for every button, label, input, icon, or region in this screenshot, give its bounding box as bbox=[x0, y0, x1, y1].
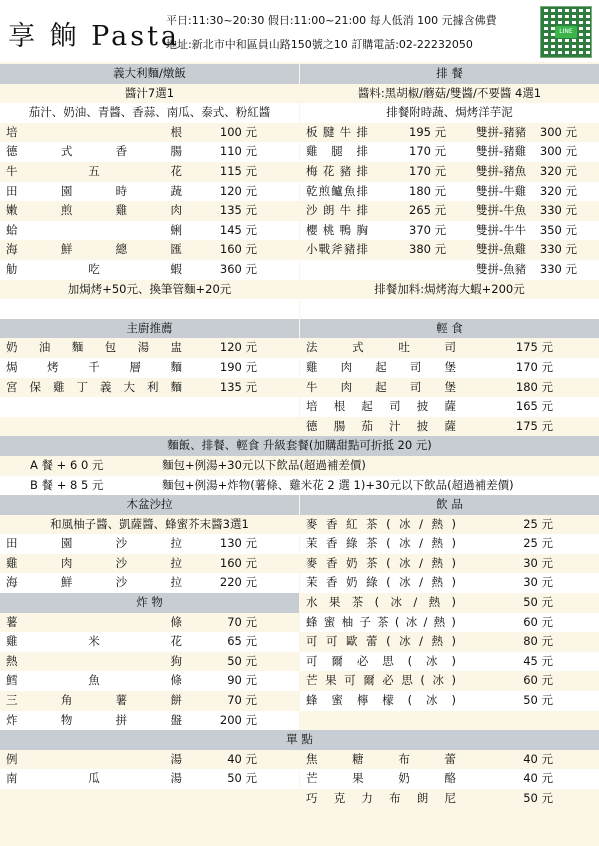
menu-item-name: 焗 烤 千 層 麵 bbox=[6, 359, 182, 374]
menu-item-row bbox=[0, 338, 299, 358]
menu-item-price: 175 元 bbox=[515, 340, 553, 355]
menu-item-name: 可 爾 必 思 ( 冰 ) bbox=[306, 653, 456, 668]
menu-item-price: 60 元 bbox=[523, 673, 553, 688]
menu-item-price: 110 元 bbox=[219, 144, 257, 159]
menu-item-row bbox=[0, 142, 299, 162]
menu-item-row bbox=[300, 338, 599, 358]
menu-item-row bbox=[300, 417, 599, 437]
combo-price: 300 元 bbox=[539, 124, 577, 139]
combo-price: 320 元 bbox=[539, 183, 577, 198]
menu-item-name: 水 果 茶 ( 冰 / 熱 ) bbox=[306, 595, 456, 610]
steak-name: 板 腱 牛 排 bbox=[306, 124, 368, 139]
menu-item-price: 220 元 bbox=[219, 575, 257, 590]
section-heading: 飲 品 bbox=[300, 495, 599, 515]
combo-price: 350 元 bbox=[539, 222, 577, 237]
menu-item-name: 芒 果 可 爾 必 思 ( 冰 ) bbox=[306, 673, 456, 688]
menu-item-name: 雞 肉 沙 拉 bbox=[6, 555, 182, 570]
blank-row bbox=[0, 299, 299, 319]
steak-price: 380 元 bbox=[409, 242, 447, 257]
opening-hours: 平日:11:30~20:30 假日:11:00~21:00 每人低消 100 元據含佛費 bbox=[166, 14, 497, 27]
menu-item-row bbox=[0, 162, 299, 182]
menu-item-name: 麥 香 紅 茶 ( 冰 / 熱 ) bbox=[306, 516, 456, 531]
upgrade-note: 麵飯、排餐、輕食 升級套餐(加購甜點可折抵 20 元) bbox=[167, 438, 432, 453]
combo-name: 雙拼-牛牛 bbox=[476, 222, 527, 237]
menu-item-row bbox=[300, 534, 599, 554]
menu-item-row bbox=[0, 221, 299, 241]
menu-item-row bbox=[0, 554, 299, 574]
menu-item-name: 炸 物 拼 盤 bbox=[6, 712, 182, 727]
set-a-row bbox=[0, 456, 599, 476]
menu-item-name: 宮 保 雞 丁 義 大 利 麵 bbox=[6, 379, 182, 394]
restaurant-logo: 享 餉 Pasta bbox=[8, 21, 181, 52]
menu-item-row bbox=[300, 769, 599, 789]
section-heading: 醬料:黑胡椒/蘑菇/雙醬/不要醬 4選1 bbox=[300, 84, 599, 104]
set-b-row bbox=[0, 476, 599, 496]
blank-row bbox=[0, 397, 299, 417]
menu-header bbox=[0, 0, 599, 62]
dessert-heading-row bbox=[0, 730, 599, 750]
menu-item-name: 茉 香 綠 茶 ( 冰 / 熱 ) bbox=[306, 536, 456, 551]
menu-item-name: 芒 果 奶 酪 bbox=[306, 771, 456, 786]
menu-item-price: 130 元 bbox=[219, 536, 257, 551]
menu-item-price: 50 元 bbox=[227, 771, 257, 786]
menu-item-price: 80 元 bbox=[523, 634, 553, 649]
combo-price: 330 元 bbox=[539, 242, 577, 257]
steak-row bbox=[300, 260, 599, 280]
steak-name: 梅 花 豬 排 bbox=[306, 163, 368, 178]
steak-price: 195 元 bbox=[409, 124, 447, 139]
menu-item-price: 165 元 bbox=[515, 399, 553, 414]
section-heading: 和風柚子醬、凱薩醬、蜂蜜芥末醬3選1 bbox=[0, 515, 299, 535]
steak-row bbox=[300, 182, 599, 202]
steak-row bbox=[300, 123, 599, 143]
menu-item-price: 50 元 bbox=[523, 693, 553, 707]
menu-item-row bbox=[0, 240, 299, 260]
menu-item-name: 蛤 蜊 bbox=[6, 222, 182, 237]
upgrade-row bbox=[0, 436, 599, 456]
menu-item-row bbox=[300, 691, 599, 711]
menu-item-price: 175 元 bbox=[515, 418, 553, 433]
menu-item-price: 70 元 bbox=[227, 614, 257, 629]
menu-item-row bbox=[0, 260, 299, 280]
menu-item-price: 145 元 bbox=[219, 222, 257, 237]
menu-item-row bbox=[300, 613, 599, 633]
qr-line-label: LINE bbox=[555, 26, 577, 38]
menu-item-price: 120 元 bbox=[219, 340, 257, 355]
steak-row bbox=[300, 201, 599, 221]
section-heading: 排餐加料:焗烤海大蝦+200元 bbox=[300, 280, 599, 300]
steak-name: 乾 煎 鱸 魚 排 bbox=[306, 183, 368, 198]
steak-row bbox=[300, 142, 599, 162]
menu-item-name: 德 式 香 腸 bbox=[6, 144, 182, 159]
menu-item-row bbox=[0, 691, 299, 711]
section-heading: 主廚推薦 bbox=[0, 319, 299, 339]
menu-item-row bbox=[300, 750, 599, 770]
steak-price: 180 元 bbox=[409, 183, 447, 198]
menu-item-row bbox=[0, 613, 299, 633]
combo-name: 雙拼-豬豬 bbox=[476, 124, 527, 139]
menu-item-row bbox=[300, 397, 599, 417]
menu-item-row bbox=[300, 358, 599, 378]
menu-item-price: 30 元 bbox=[523, 555, 553, 570]
menu-item-price: 160 元 bbox=[219, 555, 257, 570]
menu-item-row bbox=[0, 201, 299, 221]
menu-item-name: 鱈 魚 條 bbox=[6, 673, 182, 688]
menu-item-name: 德 腸 茄 汁 披 薩 bbox=[306, 418, 456, 433]
menu-item-row bbox=[0, 378, 299, 398]
menu-item-price: 180 元 bbox=[515, 379, 553, 394]
address-phone: 地址:新北市中和區員山路150號之10 訂購電話:02-22232050 bbox=[166, 38, 473, 51]
menu-item-name: 觔 吃 蝦 bbox=[6, 261, 182, 276]
steak-row bbox=[300, 221, 599, 241]
menu-item-name: 南 瓜 湯 bbox=[6, 771, 182, 786]
menu-item-row bbox=[0, 769, 299, 789]
menu-item-row bbox=[0, 123, 299, 143]
menu-item-price: 135 元 bbox=[219, 203, 257, 218]
section-heading: 輕 食 bbox=[300, 319, 599, 339]
menu-item-price: 50 元 bbox=[523, 790, 553, 805]
menu-item-row bbox=[0, 652, 299, 672]
line-qr-code-icon[interactable] bbox=[540, 6, 592, 58]
set-a-label: A 餐 + 6 0 元 bbox=[30, 458, 104, 472]
menu-item-row bbox=[300, 652, 599, 672]
menu-item-price: 30 元 bbox=[523, 575, 553, 590]
combo-price: 300 元 bbox=[539, 144, 577, 159]
combo-name: 雙拼-魚豬 bbox=[476, 261, 527, 276]
menu-item-row bbox=[300, 789, 599, 809]
menu-item-name: 雞 米 花 bbox=[6, 634, 182, 649]
section-heading: 醬汁7選1 bbox=[0, 84, 299, 104]
combo-name: 雙拼-魚雞 bbox=[476, 242, 527, 257]
menu-item-row bbox=[0, 750, 299, 770]
menu-item-row bbox=[0, 573, 299, 593]
menu-item-row bbox=[0, 182, 299, 202]
menu-item-row bbox=[300, 671, 599, 691]
menu-item-row bbox=[0, 711, 299, 731]
menu-item-price: 115 元 bbox=[219, 163, 257, 178]
section-heading: 炸 物 bbox=[0, 593, 299, 613]
menu-item-name: 法 式 吐 司 bbox=[306, 340, 456, 355]
combo-name: 雙拼-豬雞 bbox=[476, 144, 527, 159]
menu-item-row bbox=[0, 632, 299, 652]
menu-item-name: 海 鮮 沙 拉 bbox=[6, 575, 182, 590]
blank-row bbox=[300, 711, 599, 731]
menu-item-price: 25 元 bbox=[523, 516, 553, 531]
menu-item-price: 45 元 bbox=[523, 653, 553, 668]
combo-name: 雙拼-牛雞 bbox=[476, 183, 527, 198]
menu-item-name: 熱 狗 bbox=[6, 653, 182, 668]
menu-item-name: 田 園 沙 拉 bbox=[6, 536, 182, 551]
menu-item-price: 100 元 bbox=[219, 124, 257, 139]
menu-item-name: 麥 香 奶 茶 ( 冰 / 熱 ) bbox=[306, 555, 456, 570]
menu-item-price: 50 元 bbox=[523, 595, 553, 610]
menu-item-price: 40 元 bbox=[227, 751, 257, 766]
menu-item-row bbox=[0, 358, 299, 378]
menu-item-price: 60 元 bbox=[523, 614, 553, 629]
section-heading: 排餐附時蔬、焗烤洋芋泥 bbox=[300, 103, 599, 123]
menu-item-name: 培 根 起 司 披 薩 bbox=[306, 399, 456, 414]
blank-row bbox=[0, 417, 299, 437]
steak-price: 170 元 bbox=[409, 163, 447, 178]
menu-item-name: 巧 克 力 布 朗 尼 bbox=[306, 790, 456, 805]
menu-item-row bbox=[300, 515, 599, 535]
section-heading: 茄汁、奶油、青醬、香蒜、南瓜、泰式、粉紅醬 bbox=[0, 103, 299, 123]
menu-item-price: 70 元 bbox=[227, 693, 257, 707]
combo-name: 雙拼-牛魚 bbox=[476, 203, 527, 218]
menu-item-name: 海 鮮 總 匯 bbox=[6, 242, 182, 257]
steak-name: 櫻 桃 鴨 胸 bbox=[306, 222, 368, 237]
menu-item-price: 25 元 bbox=[523, 536, 553, 551]
menu-item-name: 雞 肉 起 司 堡 bbox=[306, 359, 456, 374]
set-b-desc: 麵包+例湯+炸物(薯條、雞米花 2 選 1)+30元以下飲品(超過補差價) bbox=[162, 477, 514, 492]
menu-item-name: 培 根 bbox=[6, 124, 182, 139]
menu-item-name: 牛 肉 起 司 堡 bbox=[306, 379, 456, 394]
menu-item-name: 可 可 歐 蕾 ( 冰 / 熱 ) bbox=[306, 634, 456, 649]
menu-item-row bbox=[300, 378, 599, 398]
steak-name: 小 戰 斧 豬 排 bbox=[306, 242, 368, 257]
dessert-heading: 單 點 bbox=[286, 732, 313, 747]
menu-item-price: 190 元 bbox=[219, 359, 257, 374]
section-heading: 義大利麵/燉飯 bbox=[0, 64, 299, 84]
steak-price: 370 元 bbox=[409, 222, 447, 237]
menu-item-name: 牛 五 花 bbox=[6, 163, 182, 178]
menu-item-price: 50 元 bbox=[227, 653, 257, 668]
section-heading: 木盆沙拉 bbox=[0, 495, 299, 515]
steak-row bbox=[300, 162, 599, 182]
menu-item-price: 360 元 bbox=[219, 261, 257, 276]
blank-row bbox=[0, 789, 299, 809]
set-b-label: B 餐 + 8 5 元 bbox=[30, 477, 104, 492]
menu-item-price: 40 元 bbox=[523, 771, 553, 786]
menu-item-name: 田 園 時 蔬 bbox=[6, 183, 182, 198]
menu-item-price: 65 元 bbox=[227, 634, 257, 649]
steak-row bbox=[300, 240, 599, 260]
set-a-desc: 麵包+例湯+30元以下飲品(超過補差價) bbox=[162, 458, 366, 472]
menu-item-row bbox=[300, 554, 599, 574]
menu-item-name: 焦 糖 布 蕾 bbox=[306, 751, 456, 766]
menu-item-price: 170 元 bbox=[515, 359, 553, 374]
combo-price: 330 元 bbox=[539, 203, 577, 218]
steak-name: 沙 朗 牛 排 bbox=[306, 203, 368, 218]
section-heading: 加焗烤+50元、換筆管麵+20元 bbox=[0, 280, 299, 300]
blank-row bbox=[300, 299, 599, 319]
section-heading: 排 餐 bbox=[300, 64, 599, 84]
combo-name: 雙拼-豬魚 bbox=[476, 163, 527, 178]
menu-item-price: 135 元 bbox=[219, 379, 257, 394]
menu-item-name: 例 湯 bbox=[6, 751, 182, 766]
menu-item-name: 奶 油 麵 包 湯 盅 bbox=[6, 340, 182, 355]
menu-item-row bbox=[300, 593, 599, 613]
menu-item-name: 蜂 蜜 檸 檬 ( 冰 ) bbox=[306, 693, 456, 707]
menu-item-row bbox=[0, 534, 299, 554]
menu-item-price: 40 元 bbox=[523, 751, 553, 766]
combo-price: 320 元 bbox=[539, 163, 577, 178]
combo-price: 330 元 bbox=[539, 261, 577, 276]
steak-name: 雞 腿 排 bbox=[306, 144, 368, 159]
steak-price: 170 元 bbox=[409, 144, 447, 159]
menu-item-row bbox=[300, 632, 599, 652]
menu-item-price: 160 元 bbox=[219, 242, 257, 257]
steak-price: 265 元 bbox=[409, 203, 447, 218]
menu-item-price: 200 元 bbox=[219, 712, 257, 727]
menu-item-row bbox=[0, 671, 299, 691]
menu-item-name: 茉 香 奶 綠 ( 冰 / 熱 ) bbox=[306, 575, 456, 590]
menu-item-price: 120 元 bbox=[219, 183, 257, 198]
menu-item-name: 三 角 薯 餅 bbox=[6, 693, 182, 707]
menu-item-name: 蜂 蜜 柚 子 茶 ( 冰 / 熱 ) bbox=[306, 614, 456, 629]
menu-item-price: 90 元 bbox=[227, 673, 257, 688]
menu-item-row bbox=[300, 573, 599, 593]
menu-item-name: 薯 條 bbox=[6, 614, 182, 629]
menu-item-name: 嫩 煎 雞 肉 bbox=[6, 203, 182, 218]
